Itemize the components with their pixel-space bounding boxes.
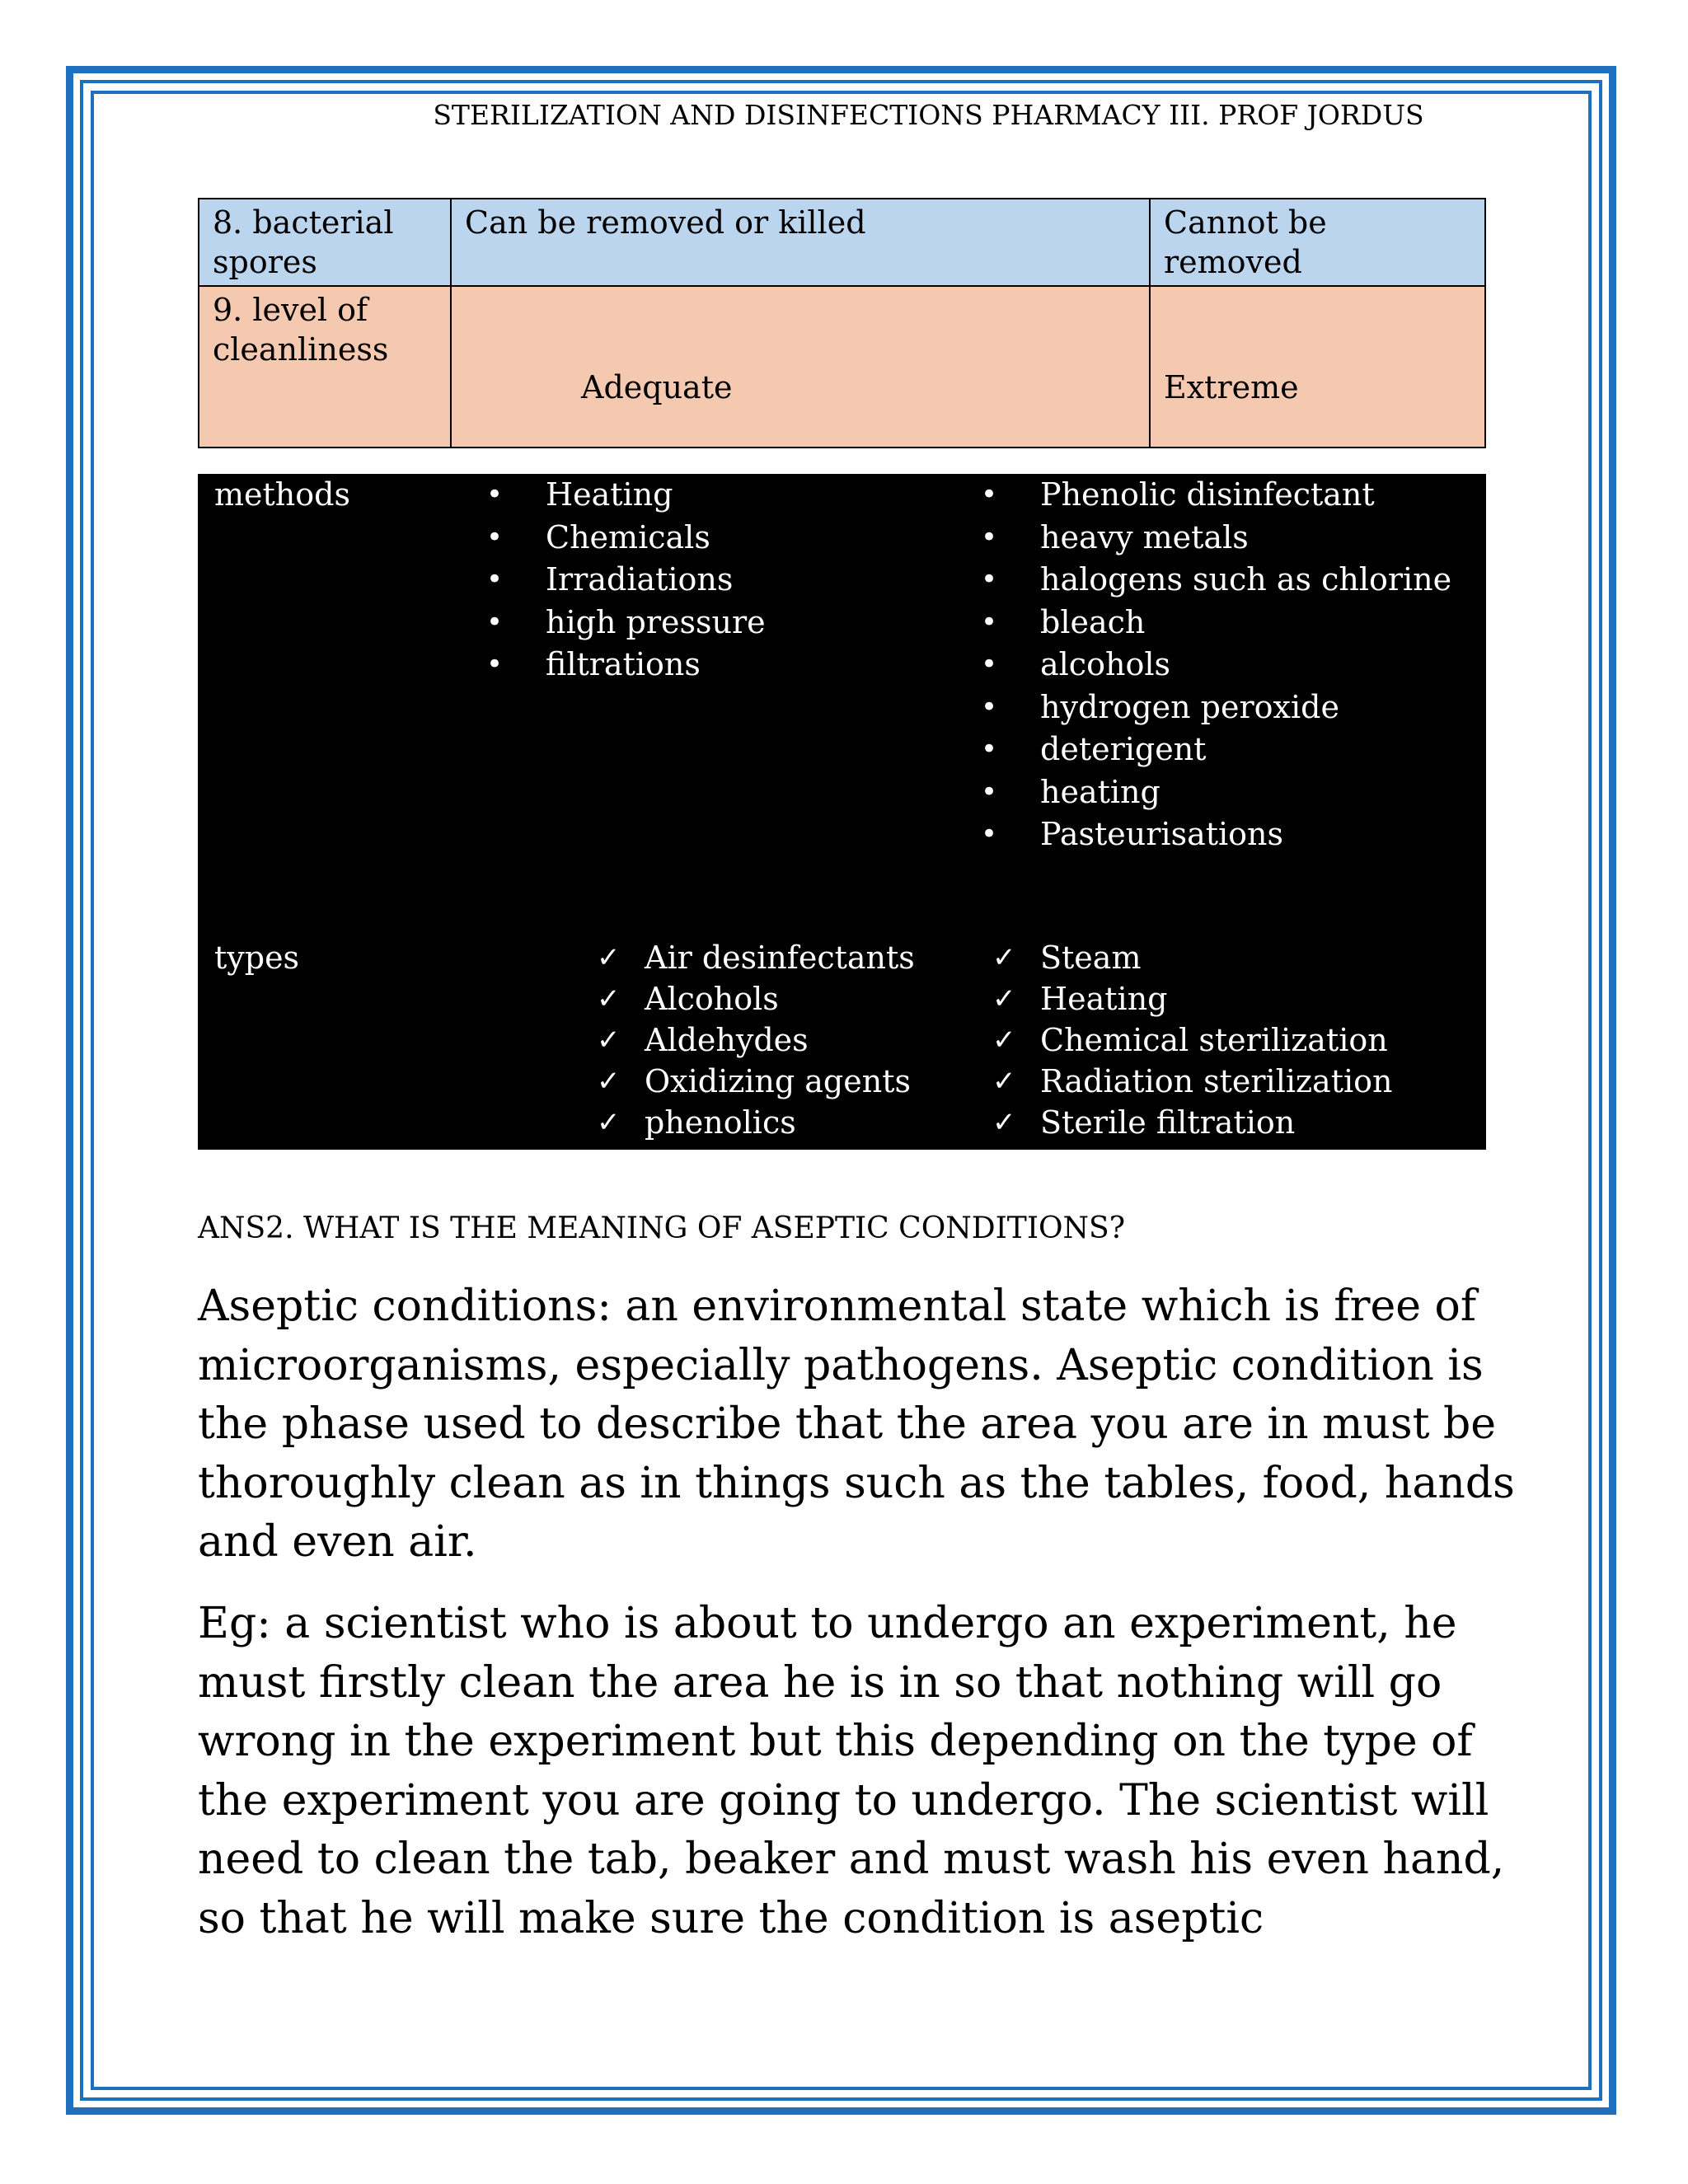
row-label: 9. level of cleanliness [199, 286, 451, 448]
list-item: ✓ Heating [1040, 978, 1392, 1019]
check-icon: ✓ [597, 1024, 621, 1057]
answer-paragraph: Aseptic conditions: an environmental state which is free of microorganisms, especially pathogens. Aseptic condition is the phase used to describe that the area you are in must be thoroughly clean as in things such as the tables, food, hands and even air. [198, 1282, 1515, 1567]
methods-types-block [198, 474, 1486, 1150]
list-item: ✓ Alcohols [645, 978, 915, 1019]
list-item: • heating [1040, 771, 1451, 814]
types-label: types [214, 940, 300, 976]
methods-list-disinfection [546, 474, 766, 687]
row-label: 8. bacterial spores [199, 199, 451, 286]
page-header: STERILIZATION AND DISINFECTIONS PHARMACY III. PROF JORDUS [433, 99, 1424, 131]
check-icon: ✓ [992, 982, 1016, 1015]
sterilization-cell: Extreme [1150, 286, 1485, 448]
check-icon: ✓ [597, 941, 621, 974]
methods-label: methods [214, 476, 350, 513]
disinfection-cell: Can be removed or killed [451, 199, 1150, 286]
list-item: • high pressure [546, 602, 766, 644]
types-list-sterilization [992, 937, 1393, 1143]
list-item: ✓ Aldehydes [645, 1019, 915, 1061]
list-item: ✓ Air desinfectants [645, 937, 915, 978]
check-icon: ✓ [992, 1065, 1016, 1098]
list-item: • Phenolic disinfectant [1040, 474, 1451, 517]
list-item: ✓ Radiation sterilization [1040, 1061, 1392, 1102]
sterilization-cell: Cannot be removed [1150, 199, 1485, 286]
list-item: • hydrogen peroxide [1040, 687, 1451, 729]
list-item: • Chemicals [546, 517, 766, 560]
list-item: ✓ Chemical sterilization [1040, 1019, 1392, 1061]
disinfection-cell: Adequate [451, 286, 1150, 448]
list-item: ✓ Oxidizing agents [645, 1061, 915, 1102]
check-icon: ✓ [597, 1065, 621, 1098]
question-heading: ANS2. WHAT IS THE MEANING OF ASEPTIC CONDITIONS? [198, 1212, 1126, 1245]
list-item: • bleach [1040, 602, 1451, 644]
list-item: • heavy metals [1040, 517, 1451, 560]
list-item: • filtrations [546, 644, 766, 687]
list-item: • deterigent [1040, 729, 1451, 771]
list-item: • Pasteurisations [1040, 813, 1451, 856]
list-item: • Irradiations [546, 559, 766, 602]
list-item: • alcohols [1040, 644, 1451, 687]
comparison-table [198, 198, 1486, 448]
list-item: • Heating [546, 474, 766, 517]
check-icon: ✓ [597, 982, 621, 1015]
table-row [199, 286, 1485, 448]
check-icon: ✓ [992, 941, 1016, 974]
list-item: ✓ Sterile filtration [1040, 1102, 1392, 1143]
check-icon: ✓ [597, 1106, 621, 1139]
methods-list-sterilization [1040, 474, 1451, 856]
types-list-disinfection [597, 937, 915, 1143]
check-icon: ✓ [992, 1106, 1016, 1139]
check-icon: ✓ [992, 1024, 1016, 1057]
example-paragraph: Eg: a scientist who is about to undergo an experiment, he must firstly clean the area he is in so that nothing will go wrong in the experiment but this depending on the type of the experiment you are going to undergo. The scientist will need to clean the tab, beaker and must wash his even hand, so that he will make sure the condition is aseptic [198, 1599, 1505, 1943]
list-item: ✓ Steam [1040, 937, 1392, 978]
list-item: ✓ phenolics [645, 1102, 915, 1143]
list-item: • halogens such as chlorine [1040, 559, 1451, 602]
table-row [199, 199, 1485, 286]
